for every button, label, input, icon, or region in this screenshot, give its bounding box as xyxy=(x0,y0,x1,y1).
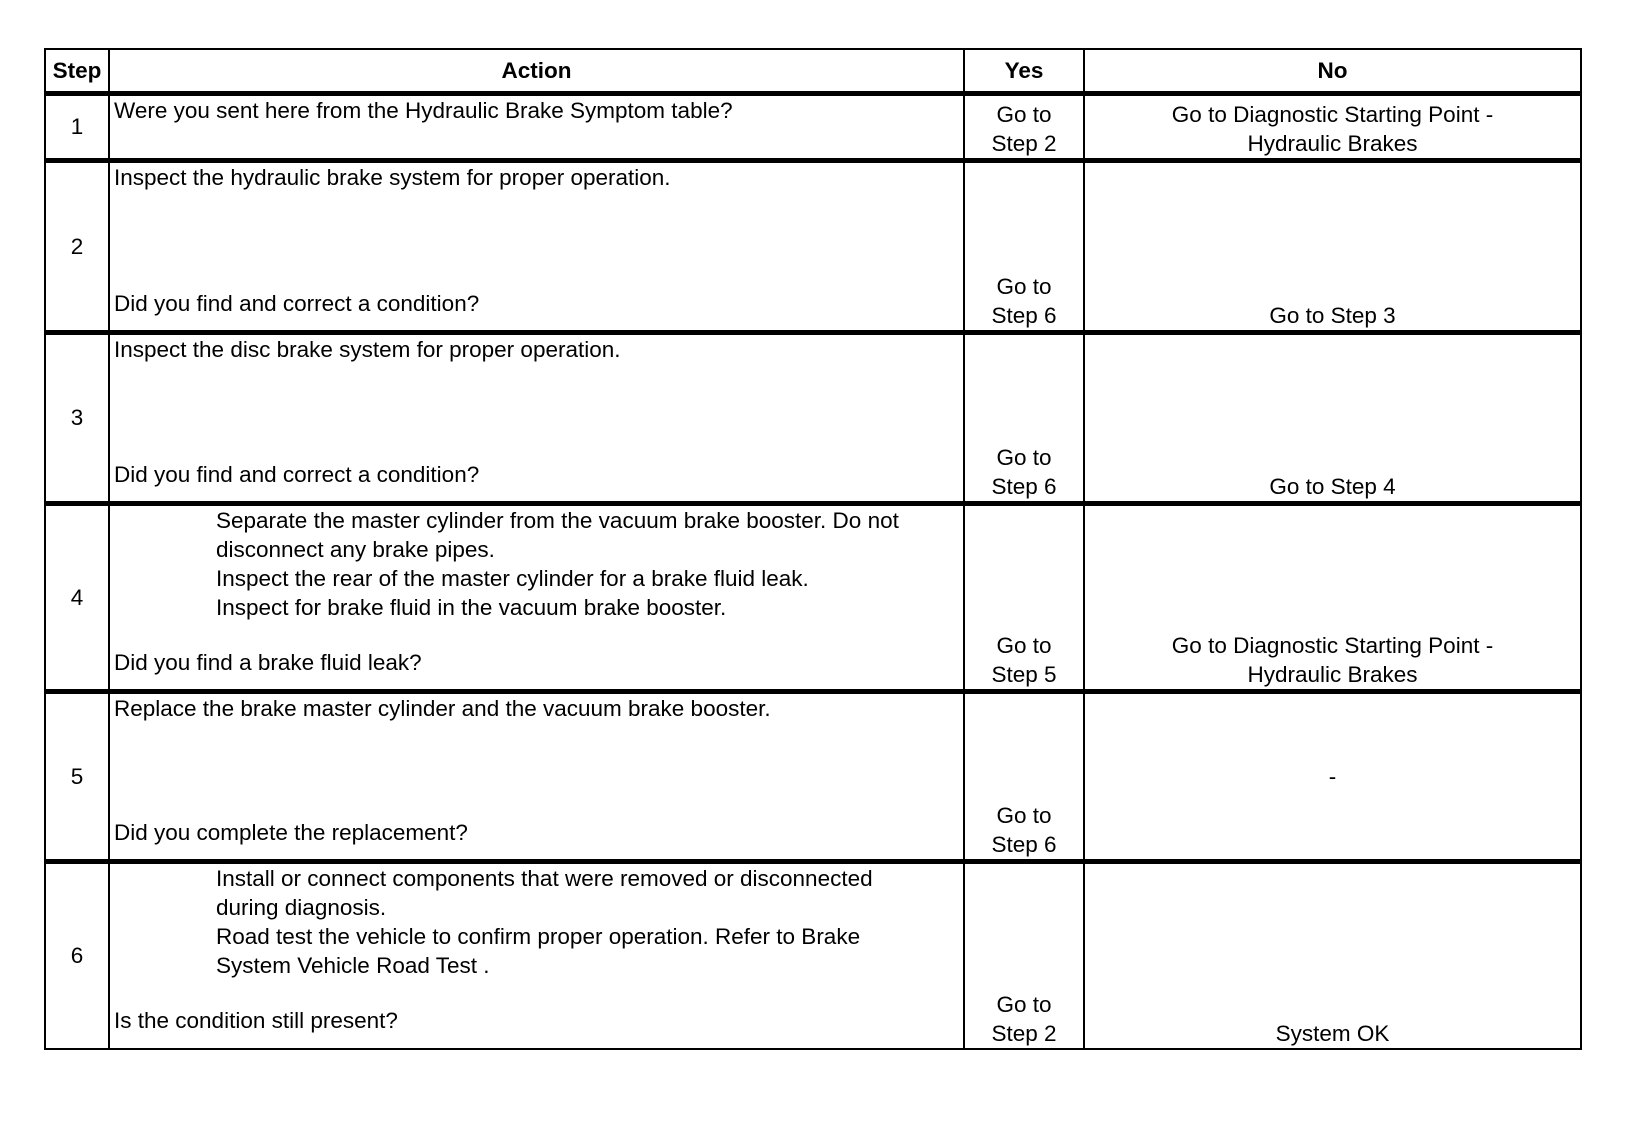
action-question: Did you complete the replacement? xyxy=(114,819,468,845)
step-number: 2 xyxy=(45,160,109,332)
yes-line-2: Step 2 xyxy=(991,1021,1057,1046)
action-intro: Inspect the hydraulic brake system for proper operation. xyxy=(114,164,671,190)
no-cell xyxy=(1084,160,1581,332)
no-line-1: Go to Diagnostic Starting Point - xyxy=(1171,632,1494,658)
step-number: 5 xyxy=(45,691,109,861)
action-sub-steps xyxy=(114,864,959,980)
yes-cell xyxy=(964,93,1084,160)
yes-cell xyxy=(964,160,1084,332)
yes-line-1: Go to xyxy=(996,802,1052,828)
step-number: 1 xyxy=(45,93,109,160)
action-cell xyxy=(109,93,964,160)
no-line-1: Go to Diagnostic Starting Point - xyxy=(1171,101,1494,127)
table-row-step-1 xyxy=(45,93,1581,160)
action-cell xyxy=(109,691,964,861)
table-row-step-4 xyxy=(45,503,1581,691)
table-header-row xyxy=(45,49,1581,93)
no-line-1: Go to Step 3 xyxy=(1269,302,1396,328)
sub-step-line: System Vehicle Road Test . xyxy=(216,952,490,978)
no-line-2: Hydraulic Brakes xyxy=(1247,661,1418,687)
yes-line-1: Go to xyxy=(996,992,1052,1017)
yes-line-1: Go to xyxy=(996,444,1052,470)
header-yes: Yes xyxy=(964,49,1084,93)
step-number: 6 xyxy=(45,861,109,1049)
yes-line-1: Go to xyxy=(996,632,1052,658)
no-cell xyxy=(1084,332,1581,503)
table-row-step-3 xyxy=(45,332,1581,503)
no-cell xyxy=(1084,93,1581,160)
yes-cell xyxy=(964,691,1084,861)
action-intro: Replace the brake master cylinder and the vacuum brake booster. xyxy=(114,695,771,721)
sub-step-line: Road test the vehicle to confirm proper operation. Refer to Brake xyxy=(216,923,861,949)
header-step: Step xyxy=(45,49,109,93)
yes-line-2: Step 6 xyxy=(991,831,1057,857)
yes-line-2: Step 6 xyxy=(991,473,1057,499)
table-row-step-6 xyxy=(45,861,1581,1049)
no-line-1: System OK xyxy=(1275,1021,1390,1046)
no-cell xyxy=(1084,691,1581,861)
step-number: 4 xyxy=(45,503,109,691)
diagnostic-table xyxy=(44,48,1582,1050)
yes-line-2: Step 6 xyxy=(991,302,1057,328)
sub-step-line: during diagnosis. xyxy=(216,894,387,920)
yes-cell xyxy=(964,503,1084,691)
yes-line-2: Step 5 xyxy=(991,661,1057,687)
step-number: 3 xyxy=(45,332,109,503)
sub-step-line: Inspect the rear of the master cylinder for a brake fluid leak. xyxy=(216,565,809,591)
action-question: Did you find and correct a condition? xyxy=(114,290,480,316)
no-line-1: Go to Step 4 xyxy=(1269,473,1396,499)
action-intro: Inspect the disc brake system for proper operation. xyxy=(114,336,621,362)
sub-step-line: Inspect for brake fluid in the vacuum brake booster. xyxy=(216,594,727,620)
header-no: No xyxy=(1084,49,1581,93)
action-cell xyxy=(109,503,964,691)
yes-line-1: Go to xyxy=(996,101,1052,127)
table-row-step-2 xyxy=(45,160,1581,332)
action-sub-steps xyxy=(114,506,959,622)
action-question: Did you find a brake fluid leak? xyxy=(114,649,422,675)
sub-step-line: Install or connect components that were removed or disconnected xyxy=(216,865,873,891)
action-intro: Were you sent here from the Hydraulic Brake Symptom table? xyxy=(114,97,733,123)
sub-step-line: Separate the master cylinder from the vacuum brake booster. Do not xyxy=(216,507,899,533)
action-cell xyxy=(109,160,964,332)
no-line-2: Hydraulic Brakes xyxy=(1247,130,1418,156)
action-question: Is the condition still present? xyxy=(114,1007,398,1033)
action-question: Did you find and correct a condition? xyxy=(114,461,480,487)
yes-line-1: Go to xyxy=(996,273,1052,299)
table-row-step-5 xyxy=(45,691,1581,861)
action-cell xyxy=(109,861,964,1049)
yes-line-2: Step 2 xyxy=(991,130,1057,156)
no-line-1: - xyxy=(1328,763,1337,789)
sub-step-line: disconnect any brake pipes. xyxy=(216,536,495,562)
yes-cell xyxy=(964,332,1084,503)
yes-cell xyxy=(964,861,1084,1049)
no-cell xyxy=(1084,503,1581,691)
header-action: Action xyxy=(109,49,964,93)
no-cell xyxy=(1084,861,1581,1049)
action-cell xyxy=(109,332,964,503)
